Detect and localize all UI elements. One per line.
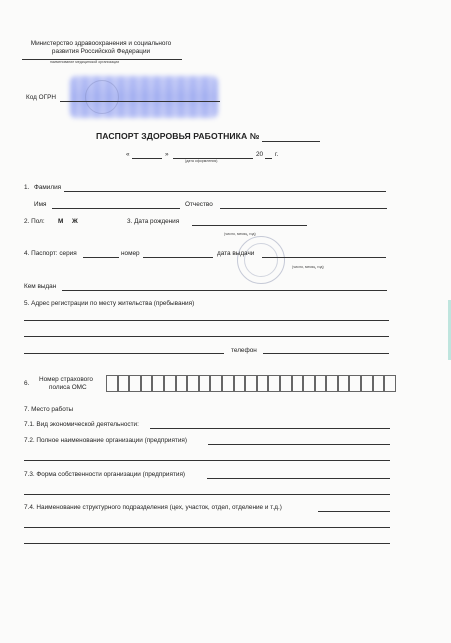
patronymic-label: Отчество xyxy=(185,201,213,208)
issue-date-caption: (число, месяц, год) xyxy=(292,265,324,269)
oms-digit-box[interactable] xyxy=(176,375,188,392)
oms-number: 6. xyxy=(24,380,30,387)
field-7-3-line xyxy=(207,478,390,479)
passport-label: 4. Паспорт: серия xyxy=(24,250,77,257)
oms-digit-box[interactable] xyxy=(361,375,373,392)
oms-digit-box[interactable] xyxy=(349,375,361,392)
oms-digit-box[interactable] xyxy=(164,375,176,392)
phone-line xyxy=(263,353,389,354)
oms-digit-box[interactable] xyxy=(129,375,141,392)
date-open-quote: « xyxy=(126,151,130,158)
field-7-1-line xyxy=(150,428,390,429)
field-7-1-label: 7.1. Вид экономической деятельности: xyxy=(24,421,139,428)
issued-by-line xyxy=(62,290,387,291)
sex-label: 2. Пол: xyxy=(24,218,45,225)
oms-box-row[interactable] xyxy=(106,375,396,392)
oms-digit-box[interactable] xyxy=(187,375,199,392)
surname-line xyxy=(64,191,386,192)
date-day-line xyxy=(132,158,162,159)
date-close-quote: » xyxy=(165,151,169,158)
passport-number-label: номер xyxy=(121,250,140,257)
oms-digit-box[interactable] xyxy=(268,375,280,392)
passport-series-line xyxy=(83,257,119,258)
address-label: 5. Адрес регистрации по месту жительства (пребывания) xyxy=(24,300,195,307)
work-label: 7. Место работы xyxy=(24,406,74,413)
oms-digit-box[interactable] xyxy=(326,375,338,392)
org-name-caption: наименование медицинской организации xyxy=(50,60,120,64)
birth-label: 3. Дата рождения xyxy=(127,218,180,225)
document-title: ПАСПОРТ ЗДОРОВЬЯ РАБОТНИКА № xyxy=(96,131,260,141)
issue-date-label: дата выдачи xyxy=(217,250,255,257)
oms-digit-box[interactable] xyxy=(292,375,304,392)
oms-digit-box[interactable] xyxy=(373,375,385,392)
date-year-line xyxy=(265,158,272,159)
stamp-ring xyxy=(85,80,119,114)
oms-digit-box[interactable] xyxy=(280,375,292,392)
ministry-header xyxy=(22,40,180,55)
field-7-4-line-3 xyxy=(24,543,390,544)
oms-label-2: полиса ОМС xyxy=(49,384,87,391)
oms-digit-box[interactable] xyxy=(210,375,222,392)
oms-digit-box[interactable] xyxy=(384,375,396,392)
birth-caption: (число, месяц, год) xyxy=(224,232,256,236)
sex-f[interactable]: Ж xyxy=(72,218,78,225)
field-7-4-label: 7.4. Наименование структурного подразделения (цех, участок, отдел, отделение и т.д.) xyxy=(24,504,282,511)
oms-digit-box[interactable] xyxy=(222,375,234,392)
oms-digit-box[interactable] xyxy=(141,375,153,392)
date-caption: (дата оформления) xyxy=(185,159,218,163)
field-7-2-line-2 xyxy=(24,460,390,461)
field-7-2-label: 7.2. Полное наименование организации (предприятия) xyxy=(24,437,188,444)
oms-digit-box[interactable] xyxy=(234,375,246,392)
oms-digit-box[interactable] xyxy=(245,375,257,392)
date-year-suffix: г. xyxy=(275,151,279,158)
name-label: Имя xyxy=(34,201,47,208)
oms-digit-box[interactable] xyxy=(152,375,164,392)
oms-digit-box[interactable] xyxy=(338,375,350,392)
issue-date-line xyxy=(262,257,386,258)
field-7-4-line-2 xyxy=(24,527,390,528)
ogrn-label: Код ОГРН xyxy=(26,94,56,101)
oms-digit-box[interactable] xyxy=(257,375,269,392)
name-line xyxy=(52,208,180,209)
passport-number-line xyxy=(143,257,213,258)
field-7-4-line xyxy=(318,511,390,512)
sex-m[interactable]: М xyxy=(58,218,64,225)
birth-line xyxy=(192,225,307,226)
field-7-3-label: 7.3. Форма собственности организации (предприятия) xyxy=(24,471,186,478)
oms-digit-box[interactable] xyxy=(199,375,211,392)
ogrn-line xyxy=(60,101,220,102)
oms-digit-box[interactable] xyxy=(303,375,315,392)
field-1-number: 1. xyxy=(24,184,30,191)
address-line-3 xyxy=(24,353,224,354)
oms-digit-box[interactable] xyxy=(106,375,118,392)
title-number-line xyxy=(262,141,320,142)
ministry-line-2: развития Российской Федерации xyxy=(51,47,151,55)
phone-label: телефон xyxy=(231,347,257,354)
address-line-2 xyxy=(24,336,389,337)
oms-label-1: Номер страхового xyxy=(39,376,93,383)
field-7-3-line-2 xyxy=(24,494,390,495)
oms-digit-box[interactable] xyxy=(315,375,327,392)
field-7-2-line xyxy=(208,444,390,445)
oms-digit-box[interactable] xyxy=(118,375,130,392)
issued-by-label: Кем выдан xyxy=(24,283,57,290)
faint-round-stamp xyxy=(237,236,285,284)
patronymic-line xyxy=(220,208,387,209)
ministry-line-1: Министерство здравоохранения и социального xyxy=(30,40,172,47)
surname-label: Фамилия xyxy=(34,184,62,191)
date-year-prefix: 20 xyxy=(256,151,264,158)
address-line-1 xyxy=(24,320,389,321)
